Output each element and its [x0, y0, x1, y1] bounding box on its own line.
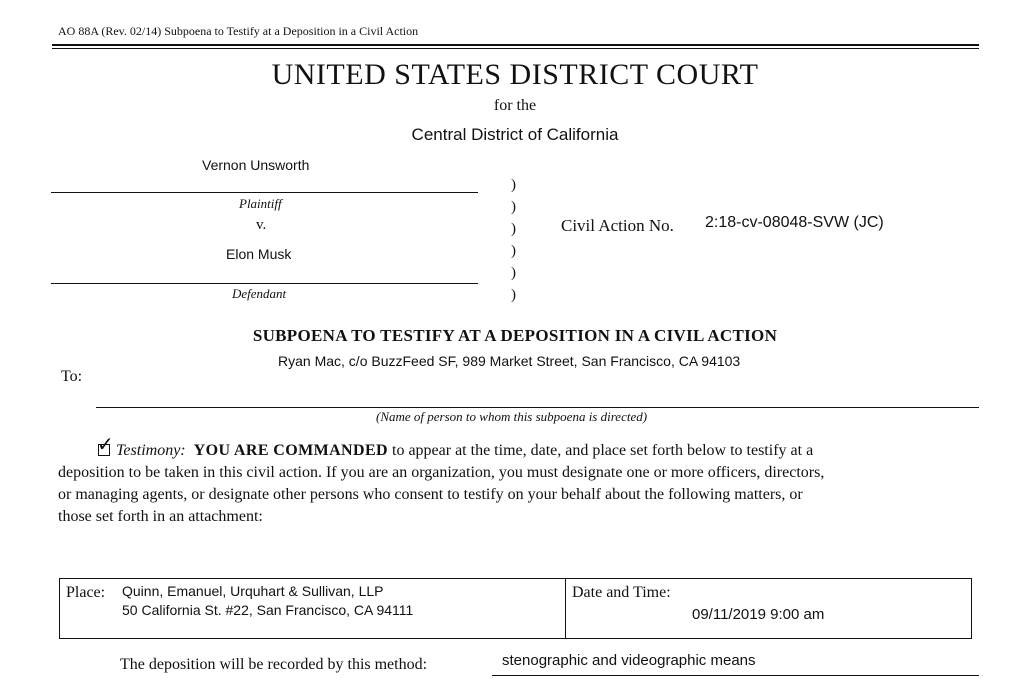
court-title-initial: C — [656, 58, 677, 91]
recipient-caption: (Name of person to whom this subpoena is directed) — [376, 409, 648, 424]
place-label: Place: — [66, 584, 106, 601]
recipient-field[interactable]: Ryan Mac, c/o BuzzFeed SF, 989 Market Street, San Francisco, CA 94103 — [278, 353, 741, 369]
versus-text: v. — [256, 217, 267, 233]
caption-parentheses: ) ) ) ) ) ) — [511, 177, 516, 303]
header-rule-thick — [52, 44, 979, 46]
testimony-line1-rest: to appear at the time, date, and place set forth below to testify at a — [388, 442, 814, 459]
civil-action-number-field[interactable]: 2:18-cv-08048-SVW (JC) — [705, 214, 884, 231]
plaintiff-name-field[interactable]: Vernon Unsworth — [202, 157, 310, 173]
testimony-paragraph — [58, 432, 978, 528]
table-divider — [565, 579, 566, 638]
form-identifier: AO 88A (Rev. 02/14) Subpoena to Testify at a Deposition in a Civil Action — [58, 24, 419, 38]
place-field-line1[interactable]: Quinn, Emanuel, Urquhart & Sullivan, LLP — [122, 583, 384, 599]
subpoena-title: SUBPOENA TO TESTIFY AT A DEPOSITION IN A CIVIL ACTION — [252, 326, 778, 345]
defendant-name-field[interactable]: Elon Musk — [226, 246, 292, 262]
checkmark-icon: ✓ — [97, 432, 114, 456]
defendant-rule — [51, 283, 478, 284]
civil-action-label: Civil Action No. — [561, 216, 674, 235]
recording-method-label: The deposition will be recorded by this method: — [120, 656, 428, 673]
date-time-label: Date and Time: — [572, 584, 671, 601]
plaintiff-rule — [51, 192, 478, 193]
to-label: To: — [61, 368, 83, 385]
court-title-initial: S — [394, 58, 412, 91]
testimony-line: or managing agents, or designate other persons who consent to testify on your behalf about the following matters, or — [58, 486, 803, 503]
court-title — [0, 58, 1030, 92]
for-the-text: for the — [493, 97, 537, 114]
court-title-rest: NITED — [293, 58, 395, 91]
court-title-rest: OURT — [676, 58, 759, 91]
place-date-table — [59, 578, 972, 639]
testimony-line — [58, 432, 978, 462]
recipient-rule — [96, 407, 979, 408]
court-title-initial: U — [271, 58, 294, 91]
testimony-checkbox[interactable] — [97, 432, 114, 456]
testimony-line: deposition to be taken in this civil action. If you are an organization, you must designate one or more officers, directors, — [58, 464, 825, 481]
recording-method-field[interactable]: stenographic and videographic means — [502, 652, 756, 669]
commanded-text: YOU ARE COMMANDED — [193, 442, 388, 459]
court-title-rest: TATES — [411, 58, 510, 91]
court-title-initial: D — [509, 58, 532, 91]
district-field[interactable]: Central District of California — [411, 125, 619, 144]
method-rule — [492, 675, 979, 676]
defendant-label: Defendant — [232, 286, 287, 301]
header-rule-thin — [52, 48, 979, 49]
testimony-lead: Testimony: — [116, 442, 186, 459]
place-field-line2[interactable]: 50 California St. #22, San Francisco, CA 94111 — [122, 602, 414, 618]
testimony-line: those set forth in an attachment: — [58, 508, 263, 525]
date-time-field[interactable]: 09/11/2019 9:00 am — [692, 606, 825, 623]
court-title-rest: ISTRICT — [531, 58, 657, 91]
plaintiff-label: Plaintiff — [239, 196, 282, 211]
